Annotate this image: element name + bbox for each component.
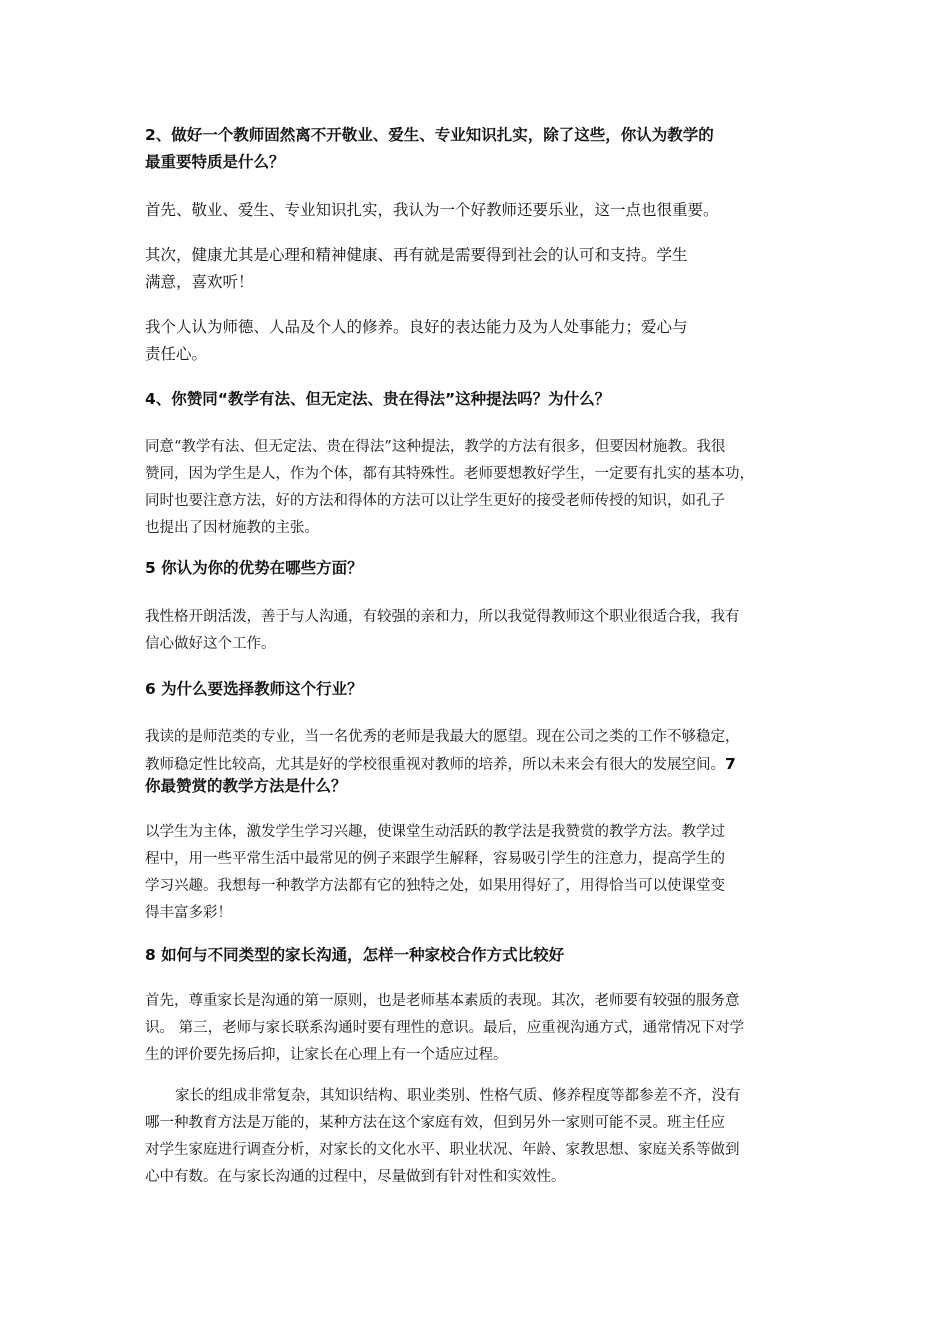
paragraph-line: 哪一种教育方法是万能的，某种方法在这个家庭有效，但到另外一家则可能不灵。班主任应 [145, 1115, 725, 1131]
paragraph-line: 我读的是师范类的专业，当一名优秀的老师是我最大的愿望。现在公司之类的工作不够稳定， [145, 729, 740, 745]
question-5-heading [145, 555, 817, 582]
question-2-answer-2 [145, 242, 817, 296]
paragraph-line: 也提出了因材施教的主张。 [145, 520, 319, 536]
paragraph-line: 同时也要注意方法，好的方法和得体的方法可以让学生更好的接受老师传授的知识，如孔子 [145, 493, 725, 509]
question-2-heading [145, 122, 817, 176]
question-4-answer [145, 434, 817, 542]
question-5-answer [145, 604, 817, 658]
paragraph-line: 赞同，因为学生是人，作为个体，都有其特殊性。老师要想教好学生，一定要有扎实的基本功， [145, 466, 754, 482]
paragraph-line: 信心做好这个工作。 [145, 636, 276, 652]
paragraph-line: 首先，尊重家长是沟通的第一原则，也是老师基本素质的表现。其次，老师要有较强的服务意 [145, 993, 740, 1009]
question-7-heading [145, 773, 817, 800]
question-7-number: 7 [725, 755, 736, 773]
question-7-answer [145, 819, 817, 927]
heading-line: 4、你赞同“教学有法、但无定法、贵在得法”这种提法吗？为什么？ [145, 390, 611, 408]
question-2-answer-3 [145, 314, 817, 368]
paragraph-line: 对学生家庭进行调查分析，对家长的文化水平、职业状况、年龄、家教思想、家庭关系等做到 [145, 1142, 740, 1158]
heading-line: 最重要特质是什么？ [145, 153, 285, 171]
paragraph-line: 我个人认为师德、人品及个人的修养。良好的表达能力及为人处事能力；爱心与 [145, 318, 688, 336]
question-2-answer-1 [145, 197, 817, 224]
heading-line: 2、做好一个教师固然离不开敬业、爱生、专业知识扎实，除了这些，你认为教学的 [145, 126, 714, 144]
question-6-answer [145, 724, 817, 778]
paragraph-line: 首先、敬业、爱生、专业知识扎实，我认为一个好教师还要乐业，这一点也很重要。 [145, 201, 719, 219]
question-8-answer-1 [145, 988, 817, 1069]
paragraph-line: 程中，用一些平常生活中最常见的例子来跟学生解释，容易吸引学生的注意力，提高学生的 [145, 851, 725, 867]
paragraph-line: 其次，健康尤其是心理和精神健康、再有就是需要得到社会的认可和支持。学生 [145, 246, 688, 264]
paragraph-line: 家长的组成非常复杂，其知识结构、职业类别、性格气质、修养程度等都参差不齐，没有 [175, 1088, 741, 1104]
question-8-answer-2 [145, 1083, 817, 1191]
paragraph-line: 以学生为主体，激发学生学习兴趣，使课堂生动活跃的教学法是我赞赏的教学方法。教学过 [145, 824, 725, 840]
paragraph-line: 生的评价要先扬后抑，让家长在心理上有一个适应过程。 [145, 1047, 508, 1063]
question-6-heading [145, 676, 817, 703]
paragraph-line: 满意，喜欢听！ [145, 273, 254, 291]
paragraph-line: 同意“教学有法、但无定法、贵在得法”这种提法，教学的方法有很多，但要因材施教。我很 [145, 439, 726, 455]
paragraph-text: 教师稳定性比较高，尤其是好的学校很重视对教师的培养，所以未来会有很大的发展空间。 [145, 757, 725, 773]
paragraph-line: 我性格开朗活泼，善于与人沟通，有较强的亲和力，所以我觉得教师这个职业很适合我，我有 [145, 609, 740, 625]
heading-line: 8 如何与不同类型的家长沟通，怎样一种家校合作方式比较好 [145, 946, 565, 964]
paragraph-line: 学习兴趣。我想每一种教学方法都有它的独特之处，如果用得好了，用得恰当可以使课堂变 [145, 878, 725, 894]
paragraph-line: 得丰富多彩！ [145, 905, 232, 921]
heading-line: 5 你认为你的优势在哪些方面？ [145, 559, 363, 577]
paragraph-line: 心中有数。在与家长沟通的过程中，尽量做到有针对性和实效性。 [145, 1169, 566, 1185]
paragraph-line: 责任心。 [145, 345, 208, 363]
heading-line: 你最赞赏的教学方法是什么？ [145, 777, 347, 795]
paragraph-line: 识。 第三，老师与家长联系沟通时要有理性的意识。最后，应重视沟通方式，通常情况下对学 [145, 1020, 745, 1036]
heading-line: 6 为什么要选择教师这个行业？ [145, 680, 363, 698]
question-8-heading [145, 942, 817, 969]
question-4-heading [145, 386, 817, 413]
